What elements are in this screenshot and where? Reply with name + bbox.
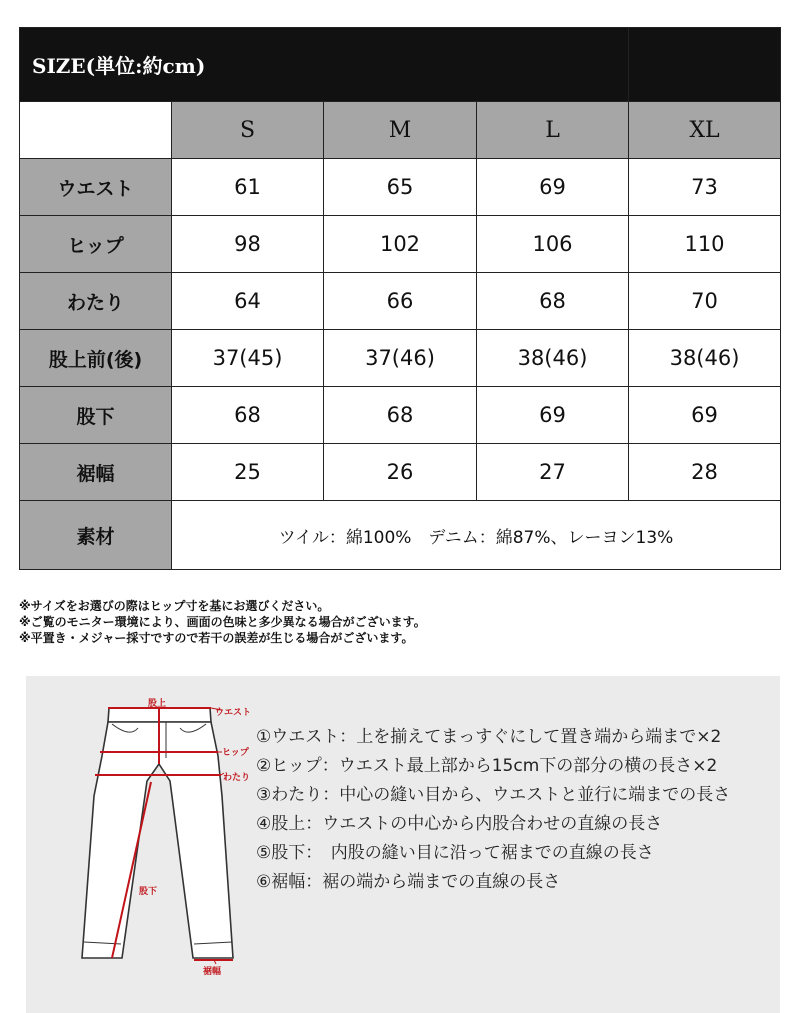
size-header-l: L <box>477 102 629 159</box>
table-cell: 65 <box>324 159 477 216</box>
table-row <box>20 159 781 216</box>
size-header-row <box>20 102 781 159</box>
row-label-material: 素材 <box>20 501 172 570</box>
row-label-rise: 股上前(後) <box>20 330 172 387</box>
table-cell: 37(46) <box>324 330 477 387</box>
table-cell: 28 <box>629 444 781 501</box>
table-cell: 61 <box>172 159 324 216</box>
measurement-descriptions <box>256 723 730 897</box>
table-cell: 106 <box>477 216 629 273</box>
table-cell: 26 <box>324 444 477 501</box>
table-title: SIZE(単位:約cm) <box>20 28 629 102</box>
row-label-waist: ウエスト <box>20 159 172 216</box>
description-hem: ⑥裾幅：裾の端から端までの直線の長さ <box>256 872 561 892</box>
table-cell: 98 <box>172 216 324 273</box>
diagram-label-hip: ヒップ <box>222 748 249 758</box>
corner-cell <box>20 102 172 159</box>
table-cell: 73 <box>629 159 781 216</box>
table-cell: 66 <box>324 273 477 330</box>
note-line: ※ご覧のモニター環境により、画面の色味と多少異なる場合がございます。 <box>19 615 426 629</box>
table-cell: 69 <box>629 387 781 444</box>
material-row <box>20 501 781 570</box>
table-cell: 69 <box>477 159 629 216</box>
description-hip: ②ヒップ：ウエスト最上部から15cm下の部分の横の長さ×2 <box>256 756 718 776</box>
diagram-label-waist: ウエスト <box>215 708 252 718</box>
description-inseam: ⑤股下： 内股の縫い目に沿って裾までの直線の長さ <box>256 843 654 863</box>
row-label-inseam: 股下 <box>20 387 172 444</box>
material-value: ツイル：綿100% デニム：綿87%、レーヨン13% <box>172 501 781 570</box>
diagram-label-hem: 裾幅 <box>203 967 222 977</box>
table-row <box>20 330 781 387</box>
table-cell: 64 <box>172 273 324 330</box>
measurement-guide <box>26 676 780 1013</box>
table-row <box>20 444 781 501</box>
row-label-hem: 裾幅 <box>20 444 172 501</box>
row-label-thigh: わたり <box>20 273 172 330</box>
table-cell: 102 <box>324 216 477 273</box>
diagram-label-thigh: わたり <box>223 773 251 783</box>
table-cell: 69 <box>477 387 629 444</box>
description-waist: ①ウエスト：上を揃えてまっすぐにして置き端から端まで×2 <box>256 727 722 747</box>
row-label-hip: ヒップ <box>20 216 172 273</box>
table-cell: 68 <box>477 273 629 330</box>
note-line: ※サイズをお選びの際はヒップ寸を基にお選びください。 <box>19 599 330 613</box>
title-blank-cell <box>629 28 781 102</box>
diagram-label-inseam: 股下 <box>139 887 158 897</box>
table-cell: 68 <box>172 387 324 444</box>
table-row <box>20 387 781 444</box>
notes <box>19 598 426 646</box>
size-header-s: S <box>172 102 324 159</box>
table-cell: 37(45) <box>172 330 324 387</box>
size-table <box>19 27 781 570</box>
pants-illustration <box>26 676 256 1013</box>
diagram-label-rise: 股上 <box>148 699 167 709</box>
size-header-m: M <box>324 102 477 159</box>
table-cell: 25 <box>172 444 324 501</box>
description-thigh: ③わたり：中心の縫い目から、ウエストと並行に端までの長さ <box>256 785 731 805</box>
table-cell: 38(46) <box>477 330 629 387</box>
table-cell: 68 <box>324 387 477 444</box>
size-header-xl: XL <box>629 102 781 159</box>
table-cell: 70 <box>629 273 781 330</box>
table-cell: 27 <box>477 444 629 501</box>
description-rise: ④股上：ウエストの中心から内股合わせの直線の長さ <box>256 814 663 834</box>
table-row <box>20 216 781 273</box>
table-cell: 110 <box>629 216 781 273</box>
note-line: ※平置き・メジャー採寸ですので若干の誤差が生じる場合がございます。 <box>19 631 414 645</box>
table-row <box>20 273 781 330</box>
table-cell: 38(46) <box>629 330 781 387</box>
table-title-row <box>20 28 781 102</box>
